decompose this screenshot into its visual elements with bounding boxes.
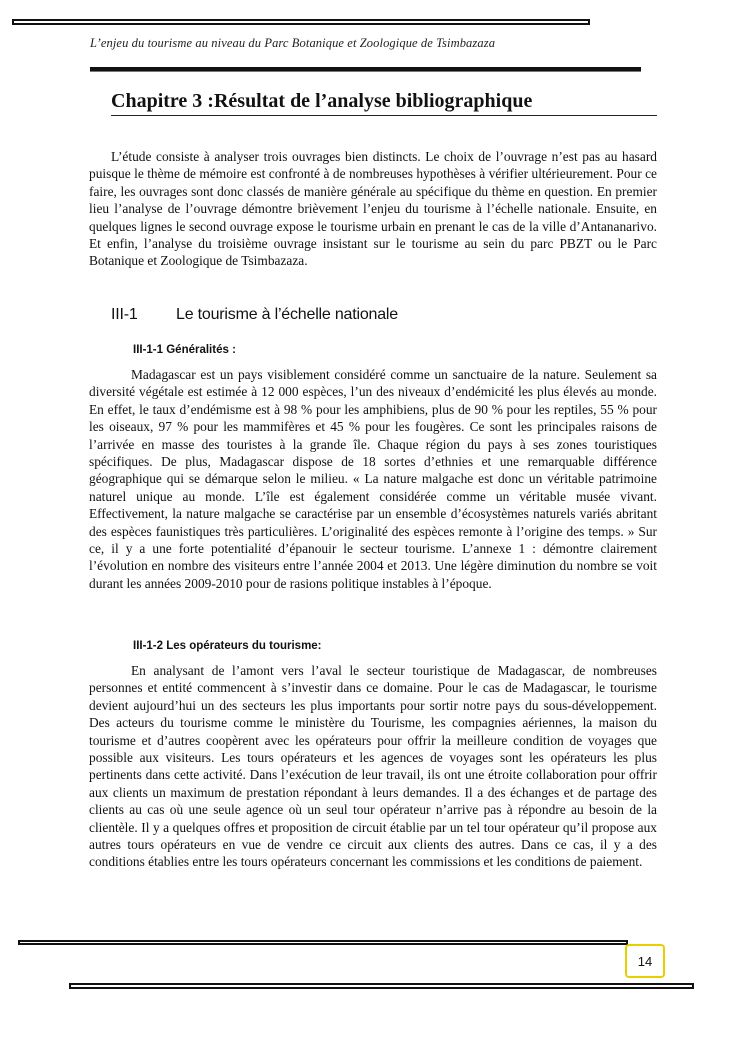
subsection-paragraph-generalites: Madagascar est un pays visiblement considéré comme un sanctuaire de la nature. Seulement sa diversité végétale est estimée à 12 000 espèces, l’un des niveaux d’endémicité les plus élevés au monde. En effet, le taux d’endémisme est à 98 % pour les amphibiens, plus de 90 % pour les reptiles, 55 % pour les oiseaux, 97 % pour les mammifères et 45 % pour les fougères. Ce sont les principales raisons de l’arrivée en masse des touristes à la grande île. Chaque région du pays à ses zones touristiques spécifiques. De plus, Madagascar dispose de 18 sortes d’ethnies et une remarquable différence géographique qui se démarque selon le milieu. « La nature malgache est donc un véritable patrimoine naturel unique au monde. L’île est également considérée comme un véritable musée vivant. Effectivement, la nature malgache se caractérise par un ensemble d’écosystèmes naturels variés abritant des espèces faunistiques très particulières. L’originalité des espèces remonte à l’origine des temps. » Sur ce, il y a une forte potentialité d’épanouir le secteur tourisme. L’annexe 1 : démontre clairement l’évolution en nombre des visiteurs entre l’année 2004 et 2013. Une légère diminution du nombre se voit durant les années 2009-2010 pour de rasions politique instables à l’époque. <box>89 367 657 591</box>
page-number: 14 <box>625 944 665 978</box>
subsection-paragraph-operateurs: En analysant de l’amont vers l’aval le secteur touristique de Madagascar, de nombreuses personnes et entité commencent à s’investir dans ce domaine. Pour le cas de Madagascar, le tourisme devient aujourd’hui un des secteurs les plus importants pour sortir notre pays du sous-développement. Des acteurs du tourisme comme le ministère du Tourisme, les compagnies aériennes, la maison du tourisme et d’autres coopèrent avec les opérateurs pour offrir la meilleure condition de voyages que possible aux visiteurs. Les tours opérateurs et les agences de voyages sont les opérateurs les plus pertinents dans cette activité. Dans l’exécution de leur travail, ils ont une étroite collaboration pour offrir aux clients un maximum de prestation répondant à leurs demandes. Il a des échanges et de partage des clients au cas où une seule agence où un seul tour opérateur n’arrive pas à répondre au besoin de la clientèle. Il y a quelques offres et proposition de circuit établie par un tel tour opérateur qu’il propose aux autres tours opérateurs en vue de vendre ce circuit aux clients des autres. Dans ce cas, il y a des conditions établies entre les tours opérateurs concernant les commissions et les conditions de paiement. <box>89 663 657 870</box>
subsection-heading-generalites: III-1-1 Généralités : <box>133 344 236 356</box>
running-header: L’enjeu du tourisme au niveau du Parc Botanique et Zoologique de Tsimbazaza <box>90 36 496 50</box>
footer-rule-upper <box>18 940 628 945</box>
intro-paragraph: L’étude consiste à analyser trois ouvrages bien distincts. Le choix de l’ouvrage n’est pas au hasard puisque le thème de mémoire est confronté à de nombreuses hypothèses à vérifier ultérieurement. Pour ce faire, les ouvrages sont donc classés de manière générale au spécifique du thème en question. En premier lieu l’analyse de l’ouvrage démontre brièvement l’enjeu du tourisme à l’échelle nationale. Ensuite, en quelques lignes le second ouvrage expose le tourisme urbain en prenant le cas de la ville d’Antananarivo. Et enfin, l’analyse du troisième ouvrage insistant sur le tourisme au sein du parc PBZT ou le Parc Botanique et Zoologique de Tsimbazaza. <box>89 149 657 269</box>
section-title: Le tourisme à l’échelle nationale <box>176 306 398 323</box>
subsection-heading-operateurs: III-1-2 Les opérateurs du tourisme: <box>133 640 322 652</box>
top-border-frame <box>12 19 590 25</box>
header-rule <box>90 67 641 72</box>
section-heading <box>111 306 651 324</box>
footer-rule-lower <box>69 983 694 989</box>
section-number: III-1 <box>111 306 138 323</box>
chapter-title: Chapitre 3 :Résultat de l’analyse bibliographique <box>111 89 657 116</box>
